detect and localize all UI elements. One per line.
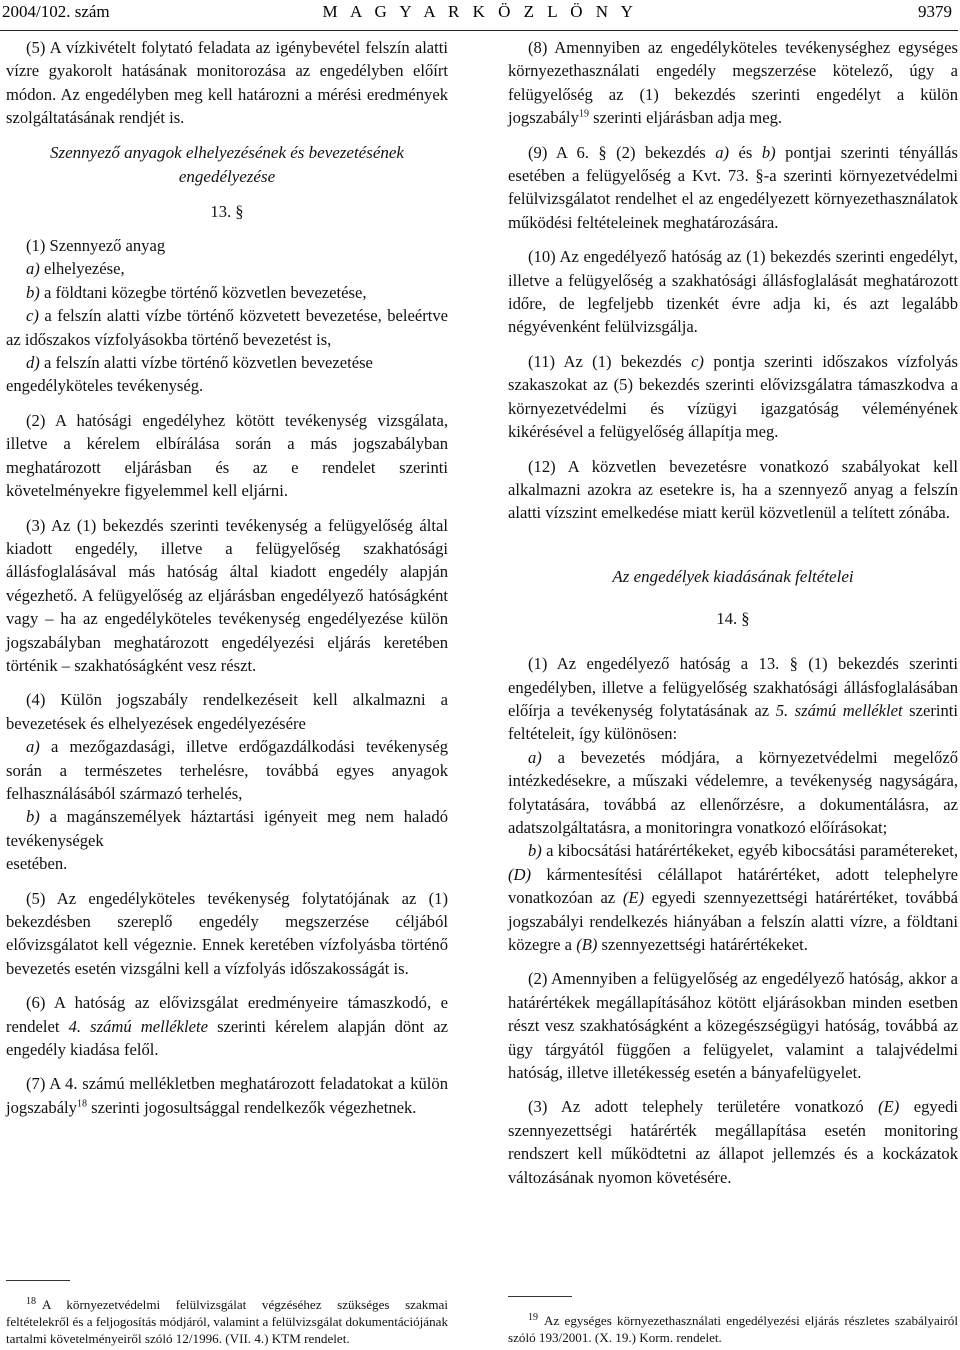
footnote-number: 19	[528, 1311, 538, 1323]
s14-paragraph-2: (2) Amennyiben a felügyelőség az engedélyező hatóság, akkor a határértékek megállapításához kötött eljárásokban minden esetben részt vesz szakhatóságként a közegészségügyi hatóság, továbbá az ügy tárgyától függően a felügyelet, valamint a talajvédelmi hatóság, illetve illetékesség esetén a bányafelügyelet.	[508, 969, 958, 1083]
footnote-19	[508, 1312, 958, 1346]
footnote-18	[6, 1296, 448, 1347]
point-reference: a)	[715, 142, 730, 162]
paragraph-2: (2) A hatósági engedélyhez kötött tevékenység vizsgálata, illetve a kérelem elbírálása során a más jogszabályban meghatározott eljárásban és az e rendelet szerinti követelményekre figyelemmel kell eljárni.	[6, 410, 448, 501]
text: szerinti feltételeit, így különösen:	[508, 700, 958, 744]
text: (7) A 4. számú mellékletben meghatározott feladatokat a külön jogszabály	[6, 1074, 448, 1117]
item-text: elhelyezése,	[39, 259, 125, 279]
text: egyedi szennyezettségi határértéket, továbbá jogszabályi rendelkezés hiányában a felszín alatti vízre, a földtani közegre a	[508, 888, 958, 954]
paragraph-10: (10) Az engedélyező hatóság az (1) bekezdés szerinti engedélyt, illetve a felügyelőség a szakhatósági állásfoglalását meghatározott időre, de legfeljebb tizenkét évre adja ki, és azt legalább négyévenként felülvizsgálja.	[508, 247, 958, 337]
footnote-rule	[508, 1296, 572, 1297]
paragraph-1-item-d	[6, 351, 448, 374]
journal-title: M A G Y A R K Ö Z L Ö N Y	[322, 2, 638, 21]
left-column	[6, 36, 448, 1130]
text: (9) A 6. § (2) bekezdés	[528, 142, 716, 162]
annex-reference: 5. számú melléklet	[775, 700, 903, 720]
category-label: (B)	[576, 935, 598, 954]
section-title: Szennyező anyagok elhelyezésének és bevezetésének engedélyezése	[50, 142, 404, 186]
category-label: (D)	[508, 864, 532, 884]
item-label: d)	[26, 353, 40, 373]
section-number: 13. §	[210, 201, 244, 221]
text: szerinti kérelem alapján dönt az engedély kiadása felől.	[6, 1016, 448, 1060]
item-label: a)	[26, 737, 40, 757]
text: (3) Az adott telephely területére vonatkozó	[528, 1097, 879, 1117]
s14-paragraph-3	[508, 1095, 958, 1189]
footnote-text: A környezetvédelmi felülvizsgálat végzéséhez szükséges szakmai feltételekről és a feljogosítás módjáról, valamint a felülvizsgálat dokumentációjának tartalmi követelményeiről szóló 12/1996. (VII. 4.) KTM rendelet.	[6, 1297, 448, 1346]
section-number: 14. §	[716, 608, 750, 628]
s14-item-a	[508, 746, 958, 840]
paragraph-3: (3) Az (1) bekezdés szerinti tevékenység a felügyelőség által kiadott engedély, illetve a felügyelőség szakhatósági állásfoglalásával más hatóság által kiadott engedély alapján végezhető. A felügyelőség az eljárásban engedélyező hatóságként vagy – ha az engedélyköteles tevékenység engedélyezése külön jogszabályban meghatározott engedélyezési eljárás keretében történik – szakhatóságként vesz részt.	[6, 515, 448, 675]
paragraph-1-end: engedélyköteles tevékenység.	[6, 376, 204, 396]
footnote-marker: 19	[578, 108, 589, 120]
item-label: c)	[26, 306, 39, 326]
item-text: a földtani közegbe történő közvetlen bevezetése,	[39, 282, 367, 302]
item-text: a bevezetés módjára, a környezetvédelmi megelőző intézkedésekre, a műszaki védelemre, a tevékenység nagyságára, folytatására, továbbá az ellenőrzésre, a dokumentálásra, az adatszolgáltatásra, a monitoringra vonatkozó előírásokat;	[508, 747, 958, 837]
text: kármentesítési célállapot határértéket, adott telephelyre vonatkozóan az	[508, 864, 958, 908]
text: szerinti eljárásban adja meg.	[588, 108, 783, 128]
paragraph-4-item-b	[6, 805, 448, 852]
item-text: a magánszemélyek háztartási igényeit meg nem haladó tevékenységek	[6, 807, 448, 850]
item-label: a)	[528, 747, 542, 767]
paragraph-1-item-c	[6, 304, 448, 351]
section-title: Az engedélyek kiadásának feltételei	[612, 566, 854, 586]
paragraph-12: (12) A közvetlen bevezetésre vonatkozó szabályokat kell alkalmazni azokra az esetekre is, ha a szennyező anyag a felszín alatti vízszint emelkedése miatt kerül közvetlenül a telített zónába.	[508, 456, 958, 523]
text: (1) Az engedélyező hatóság a 13. § (1) bekezdés szerinti engedélyben, illetve a felügyelőség szakhatósági állásfoglalásában előírja a tevékenység folytatásának az	[508, 654, 958, 720]
page-header	[0, 0, 960, 26]
item-text: a felszín alatti vízbe történő közvetett bevezetése, beleértve az időszakos vízfolyásokba történő bevezetést is,	[6, 306, 448, 349]
paragraph-7	[6, 1072, 448, 1119]
text: (8) Amennyiben az engedélyköteles tevékenységhez egységes környezethasználati engedély megszerzése kötelező, úgy a felügyelőség az (1) bekezdés szerinti engedélyt a külön jogszabály	[508, 38, 958, 128]
text: a kibocsátási határértékeket, egyéb kibocsátási paramétereket,	[541, 841, 958, 861]
paragraph-8	[508, 36, 958, 130]
category-label: (E)	[622, 888, 645, 908]
item-text: a felszín alatti vízbe történő közvetlen bevezetése	[39, 353, 373, 373]
page-number: 9379	[918, 2, 952, 21]
category-label: (E)	[878, 1097, 900, 1117]
s14-item-b	[508, 839, 958, 956]
text: (11) Az (1) bekezdés	[528, 351, 692, 371]
footnote-number: 18	[26, 1295, 36, 1307]
paragraph-1-intro: (1) Szennyező anyag	[26, 236, 166, 256]
point-reference: c)	[691, 351, 704, 371]
paragraph-5: (5) Az engedélyköteles tevékenység folytatójának az (1) bekezdésben szereplő engedély megszerzése céljából elővizsgálatot kell végeznie. Ennek keretében vízfolyásba történő bevezetés esetén vizsgálni kell a vízfolyás időszakosságát is.	[6, 888, 448, 978]
paragraph-9	[508, 141, 958, 235]
footnote-rule	[6, 1280, 70, 1281]
footnote-marker: 18	[76, 1098, 87, 1110]
s14-paragraph-1	[508, 652, 958, 746]
paragraph-6	[6, 991, 448, 1061]
text: és	[729, 142, 762, 162]
paragraph-4-end: esetében.	[6, 854, 68, 874]
item-label: b)	[26, 807, 40, 827]
paragraph-4-item-a	[6, 735, 448, 805]
text: pontja szerinti időszakos vízfolyás szakaszokat az (5) bekezdés szerinti elővizsgálatra támaszkodva a környezetvédelmi és vízügyi igazgatóság véleményének kikérésével a felügyelőség állapítja meg.	[508, 351, 958, 442]
annex-reference: 4. számú melléklete	[68, 1016, 208, 1036]
item-label: a)	[26, 259, 40, 279]
paragraph-4-intro: (4) Külön jogszabály rendelkezéseit kell alkalmazni a bevezetések és elhelyezések engedélyezésére	[6, 690, 448, 733]
issue-number: 2004/102. szám	[2, 2, 110, 21]
paragraph-5-continuation: (5) A vízkivételt folytató feladata az igénybevétel felszín alatti vízre gyakorolt hatásának monitorozása az engedélyben előírt módon. Az engedélyben meg kell határozni a mérési eredmények szolgáltatásának rendjét is.	[6, 38, 448, 128]
text: szerinti jogosultsággal rendelkezők végezhetnek.	[86, 1097, 417, 1117]
item-label: b)	[528, 841, 542, 861]
text: szennyezettségi határértékeket.	[597, 935, 808, 954]
text: (6) A hatóság az elővizsgálat eredményeire támaszkodó, e rendelet	[6, 993, 448, 1036]
right-column	[508, 36, 958, 1200]
paragraph-1-item-b	[6, 281, 448, 304]
item-text: a mezőgazdasági, illetve erdőgazdálkodási tevékenység során a természetes terhelésre, továbbá egyes anyagok felhasználásából származó terhelés,	[6, 737, 448, 803]
footnote-text: Az egységes környezethasználati engedélyezési eljárás részletes szabályairól szóló 193/2001. (X. 19.) Korm. rendelet.	[508, 1313, 958, 1345]
point-reference: b)	[761, 142, 776, 162]
header-rule	[0, 30, 958, 31]
text: egyedi szennyezettségi határérték megállapítása esetén monitoring rendszert kell működtetni az állapot jellemzés és a kockázatok változásának nyomon követésére.	[508, 1097, 958, 1187]
item-label: b)	[26, 282, 40, 302]
text: pontjai szerinti tényállás esetében a felügyelőség a Kvt. 73. §-a szerinti környezetvédelmi felülvizsgálatot rendelhet el az engedélyezett környezethasználatok működési feltételeinek meghatározására.	[508, 142, 958, 232]
paragraph-1-item-a	[6, 257, 448, 280]
paragraph-11	[508, 350, 958, 444]
